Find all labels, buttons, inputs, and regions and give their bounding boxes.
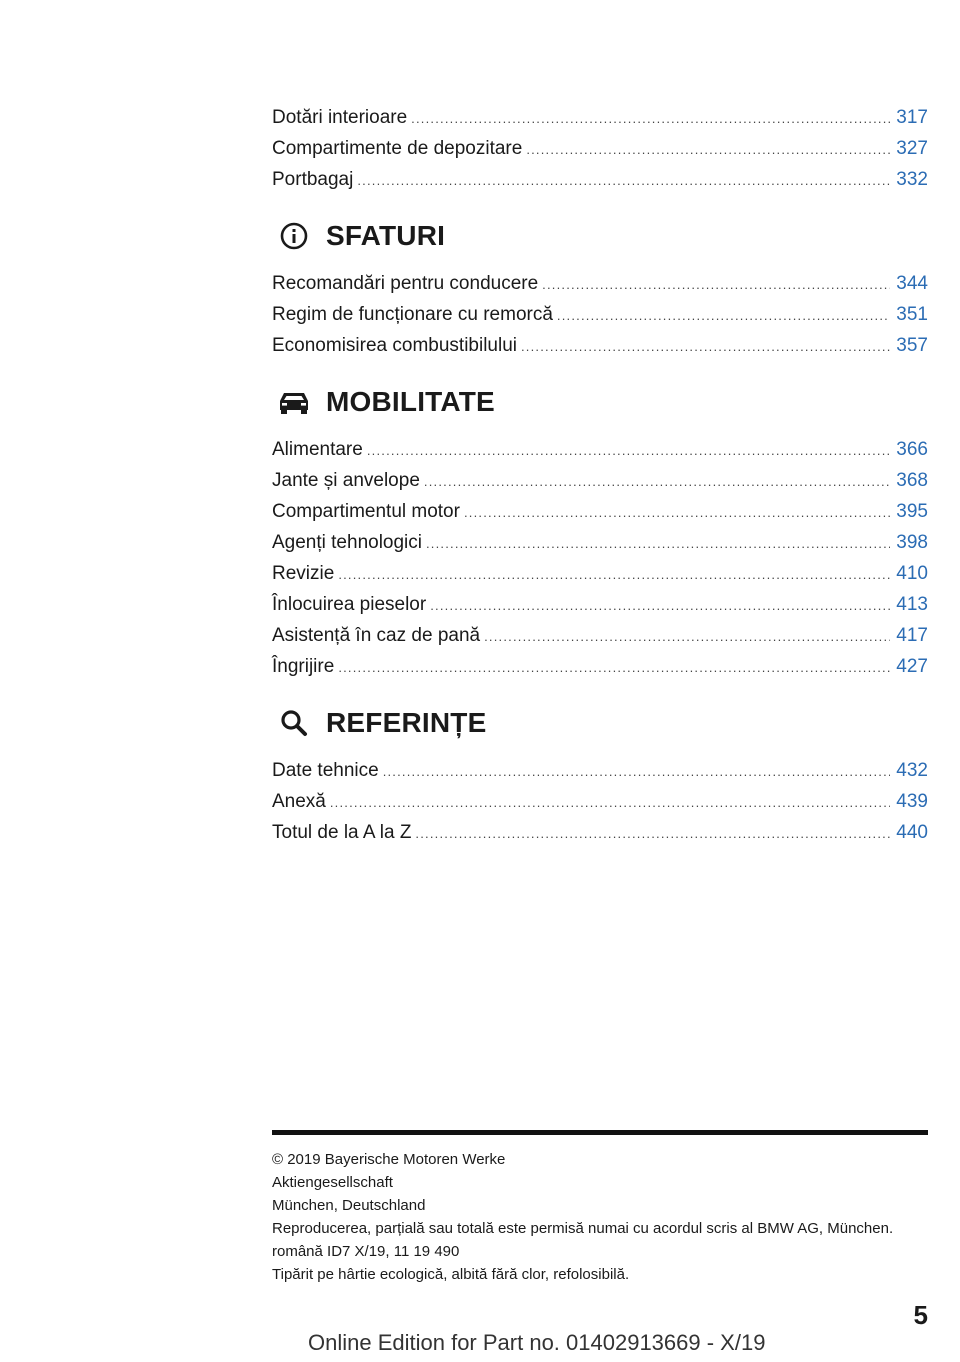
toc-entry-label: Totul de la A la Z <box>272 822 412 843</box>
toc-entry-label: Regim de funcționare cu remorcă <box>272 304 553 325</box>
toc-entry-page[interactable]: 427 <box>896 656 928 677</box>
toc-entry-label: Date tehnice <box>272 760 379 781</box>
toc-entry[interactable] <box>272 817 928 848</box>
toc-leader-dots <box>367 435 890 466</box>
toc-leader-dots <box>526 134 890 165</box>
info-icon <box>274 216 314 256</box>
toc-entry[interactable] <box>272 755 928 786</box>
toc-leader-dots <box>357 165 890 196</box>
imprint-line: Aktiengesellschaft <box>272 1174 393 1191</box>
toc-entry-label: Asistență în caz de pană <box>272 625 481 646</box>
page-number: 5 <box>913 1300 928 1330</box>
toc-entry[interactable] <box>272 268 928 299</box>
toc-leader-dots <box>426 528 890 559</box>
toc-entry-page[interactable]: 317 <box>896 107 928 128</box>
toc-entry-page[interactable]: 344 <box>896 273 928 294</box>
toc-entry-page[interactable]: 368 <box>896 470 928 491</box>
toc-leader-dots <box>521 331 890 362</box>
toc-leader-dots <box>430 590 890 621</box>
toc-entry[interactable] <box>272 786 928 817</box>
toc-entry-label: Portbagaj <box>272 169 354 190</box>
section-title: SFATURI <box>326 220 446 251</box>
toc-entry[interactable] <box>272 558 928 589</box>
toc-entry[interactable] <box>272 651 928 682</box>
section-heading-mobilitate <box>272 372 928 432</box>
toc-entry-page[interactable]: 432 <box>896 760 928 781</box>
toc-leader-dots <box>484 621 890 652</box>
toc-leader-dots <box>557 300 890 331</box>
imprint-line: © 2019 Bayerische Motoren Werke <box>272 1151 506 1168</box>
toc-entry-label: Înlocuirea pieselor <box>272 594 427 615</box>
toc-entry-label: Dotări interioare <box>272 107 408 128</box>
toc-entry-page[interactable]: 332 <box>896 169 928 190</box>
section-title: REFERINȚE <box>326 707 487 738</box>
toc-entry-page[interactable]: 351 <box>896 304 928 325</box>
toc-entry-label: Compartimentul motor <box>272 501 460 522</box>
section-heading-sfaturi <box>272 206 928 266</box>
toc-entry-label: Jante și anvelope <box>272 470 420 491</box>
toc-leader-dots <box>411 103 890 134</box>
toc-leader-dots <box>338 559 890 590</box>
toc-entry-page[interactable]: 327 <box>896 138 928 159</box>
toc-entry[interactable] <box>272 434 928 465</box>
table-of-contents <box>272 102 928 848</box>
toc-entry[interactable] <box>272 133 928 164</box>
toc-entry-page[interactable]: 357 <box>896 335 928 356</box>
toc-entry[interactable] <box>272 589 928 620</box>
toc-entry-label: Revizie <box>272 563 335 584</box>
toc-entry[interactable] <box>272 299 928 330</box>
toc-leader-dots <box>464 497 890 528</box>
toc-entry[interactable] <box>272 330 928 361</box>
section-heading-referinte <box>272 693 928 753</box>
toc-entry-page[interactable]: 413 <box>896 594 928 615</box>
toc-entry-page[interactable]: 439 <box>896 791 928 812</box>
toc-leader-dots <box>383 756 891 787</box>
toc-leader-dots <box>424 466 890 497</box>
toc-entry-page[interactable]: 395 <box>896 501 928 522</box>
imprint-block <box>272 1148 932 1286</box>
footer-divider <box>272 1130 928 1135</box>
section-title: MOBILITATE <box>326 386 495 417</box>
search-icon <box>274 703 314 743</box>
imprint-line: München, Deutschland <box>272 1197 426 1214</box>
toc-entry-label: Compartimente de depozitare <box>272 138 523 159</box>
toc-entry-page[interactable]: 440 <box>896 822 928 843</box>
toc-leader-dots <box>330 787 890 818</box>
imprint-line: Reproducerea, parțială sau totală este permisă numai cu acordul scris al BMW AG, München. <box>272 1220 894 1237</box>
toc-leader-dots <box>338 652 890 683</box>
toc-entry-label: Alimentare <box>272 439 363 460</box>
imprint-line: Tipărit pe hârtie ecologică, albită fără clor, refolosibilă. <box>272 1266 630 1283</box>
toc-entry-label: Anexă <box>272 791 326 812</box>
online-edition-watermark: Online Edition for Part no. 01402913669 - X/19 <box>308 1330 766 1355</box>
toc-entry-page[interactable]: 366 <box>896 439 928 460</box>
toc-entry-page[interactable]: 398 <box>896 532 928 553</box>
toc-entry[interactable] <box>272 102 928 133</box>
toc-entry[interactable] <box>272 620 928 651</box>
toc-entry[interactable] <box>272 465 928 496</box>
toc-entry-label: Economisirea combustibilului <box>272 335 517 356</box>
toc-entry[interactable] <box>272 527 928 558</box>
toc-leader-dots <box>542 269 890 300</box>
car-icon <box>274 382 314 422</box>
toc-entry-page[interactable]: 410 <box>896 563 928 584</box>
imprint-line: română ID7 X/19, 11 19 490 <box>272 1243 460 1260</box>
toc-entry[interactable] <box>272 496 928 527</box>
toc-entry-label: Recomandări pentru conducere <box>272 273 539 294</box>
toc-entry[interactable] <box>272 164 928 195</box>
toc-entry-page[interactable]: 417 <box>896 625 928 646</box>
toc-entry-label: Îngrijire <box>272 656 335 677</box>
toc-entry-label: Agenți tehnologici <box>272 532 422 553</box>
toc-leader-dots <box>415 818 890 849</box>
